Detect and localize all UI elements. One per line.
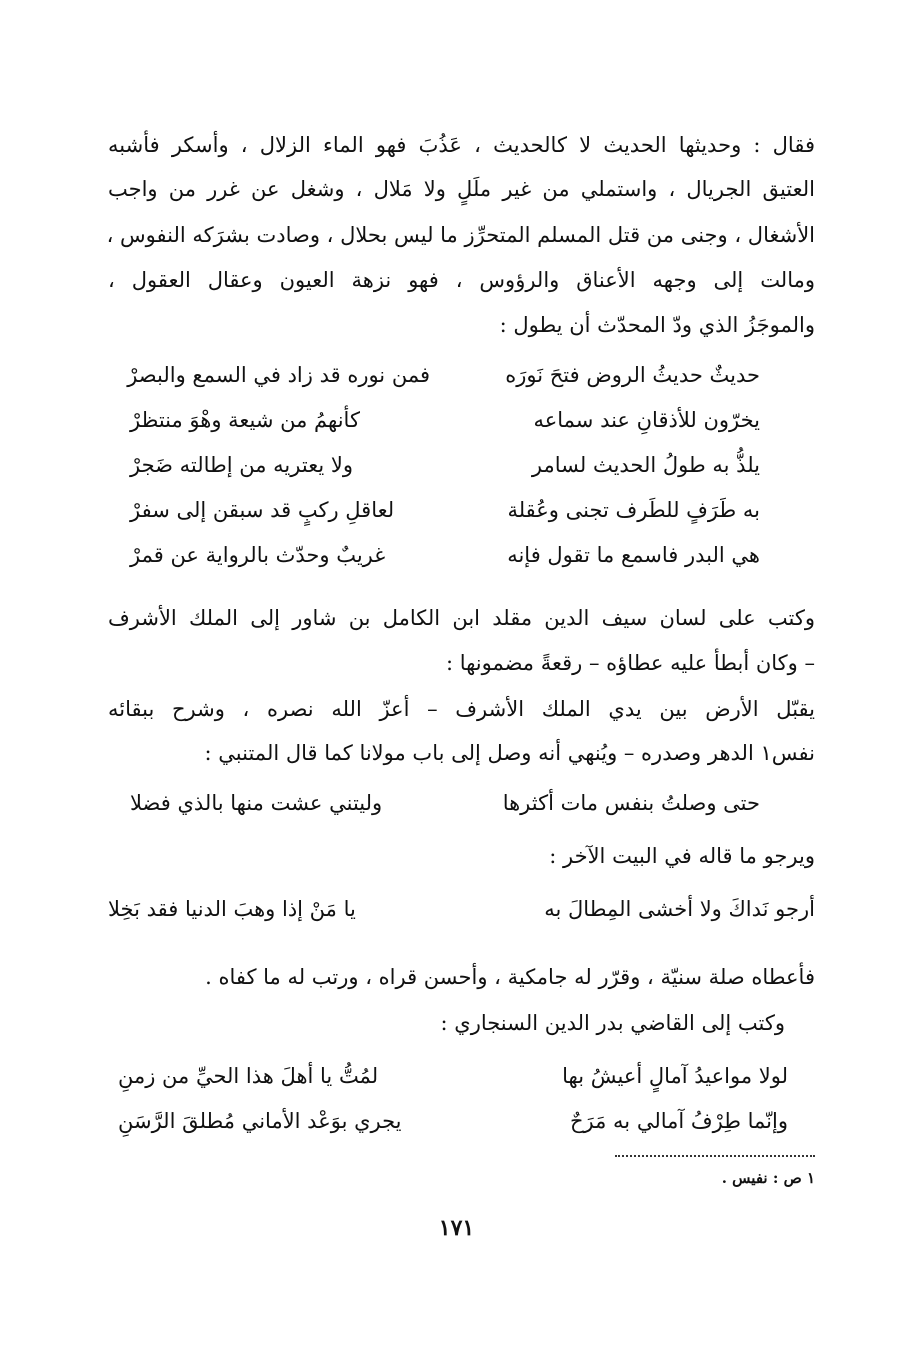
verse-line xyxy=(118,1058,788,1094)
verse-hemistich-first: حتى وصلتُ بنفس مات أكثرها xyxy=(502,791,760,815)
text-line: العتيق الجريال ، واستملي من غير ملَلٍ ولا مَلال ، وشغل عن غرر من واجب xyxy=(108,177,815,201)
verse-line xyxy=(118,1103,788,1139)
footnote: ١ ص : نفيس . xyxy=(721,1169,815,1187)
verse-line xyxy=(108,891,815,927)
text-line: فقال : وحديثها الحديث لا كالحديث ، عَذُبَ فهو الماء الزلال ، وأسكر فأشبه xyxy=(108,133,815,157)
verse-hemistich-second: ولا يعتريه من إطالته ضَجرْ xyxy=(130,453,353,477)
verse-hemistich-second: كأنهمُ من شيعة وهْوَ منتظرْ xyxy=(130,408,360,432)
text-line: ويرجو ما قاله في البيت الآخر : xyxy=(549,844,815,868)
verse-hemistich-first: يلذُّ به طولُ الحديث لسامر xyxy=(531,453,760,477)
verse-line xyxy=(130,402,760,438)
page-number: ١٧١ xyxy=(438,1215,475,1241)
text-line: وكتب على لسان سيف الدين مقلد ابن الكامل بن شاور إلى الملك الأشرف xyxy=(108,606,815,630)
verse-line xyxy=(130,492,760,528)
verse-hemistich-second: غريبٌ وحدّث بالرواية عن قمرْ xyxy=(130,543,386,567)
verse-hemistich-second: لعاقلِ ركبٍ قد سبقن إلى سفرْ xyxy=(130,498,395,522)
text-line: نفس١ الدهر وصدره – ويُنهي أنه وصل إلى باب مولانا كما قال المتنبي : xyxy=(204,741,815,765)
text-line: فأعطاه صلة سنيّة ، وقرّر له جامكية ، وأحسن قراه ، ورتب له ما كفاه . xyxy=(205,965,815,989)
text-line: الأشغال ، وجنى من قتل المسلم المتحرِّز ما ليس بحلال ، وصادت بشرَكه النفوس ، xyxy=(106,223,815,247)
verse-hemistich-first: يخرّون للأذقانِ عند سماعه xyxy=(533,408,760,432)
verse-hemistich-second: وليتني عشت منها بالذي فضلا xyxy=(130,791,383,815)
verse-hemistich-first: هي البدر فاسمع ما تقول فإنه xyxy=(507,543,760,567)
verse-hemistich-second: لمُتُّ يا أهلَ هذا الحيِّ من زمنِ xyxy=(118,1064,379,1088)
verse-hemistich-first: أرجو نَداكَ ولا أخشى المِطالَ به xyxy=(544,897,815,921)
verse-line xyxy=(130,447,760,483)
text-line: – وكان أبطأ عليه عطاؤه – رقعةً مضمونها : xyxy=(445,651,815,675)
verse-hemistich-first: لولا مواعيدُ آمالٍ أعيشُ بها xyxy=(562,1064,788,1088)
verse-line xyxy=(127,357,760,393)
text-line: والموجَزُ الذي ودّ المحدّث أن يطول : xyxy=(499,313,815,337)
text-line: ومالت إلى وجهه الأعناق والرؤوس ، فهو نزهة العيون وعقال العقول ، xyxy=(108,268,815,292)
text-line: وكتب إلى القاضي بدر الدين السنجاري : xyxy=(440,1011,785,1035)
verse-hemistich-second: يا مَنْ إذا وهبَ الدنيا فقد بَخِلا xyxy=(108,897,356,921)
verse-hemistich-first: به طَرَفٍ للطَرف تجنى وعُقلة xyxy=(507,498,760,522)
verse-hemistich-second: فمن نوره قد زاد في السمع والبصرْ xyxy=(127,363,430,387)
verse-line xyxy=(130,785,760,821)
verse-hemistich-first: حديثٌ حديثُ الروض فتحَ نَورَه xyxy=(505,363,760,387)
verse-hemistich-first: وإنّما طِرْفُ آمالي به مَرَحٌ xyxy=(569,1109,788,1133)
text-line: يقبّل الأرض بين يدي الملك الأشرف – أعزّ الله نصره ، وشرح ببقائه xyxy=(108,697,815,721)
verse-line xyxy=(130,537,760,573)
footnote-separator xyxy=(615,1155,815,1157)
verse-hemistich-second: يجري بوَعْد الأماني مُطلقَ الرَّسَنِ xyxy=(118,1109,402,1133)
